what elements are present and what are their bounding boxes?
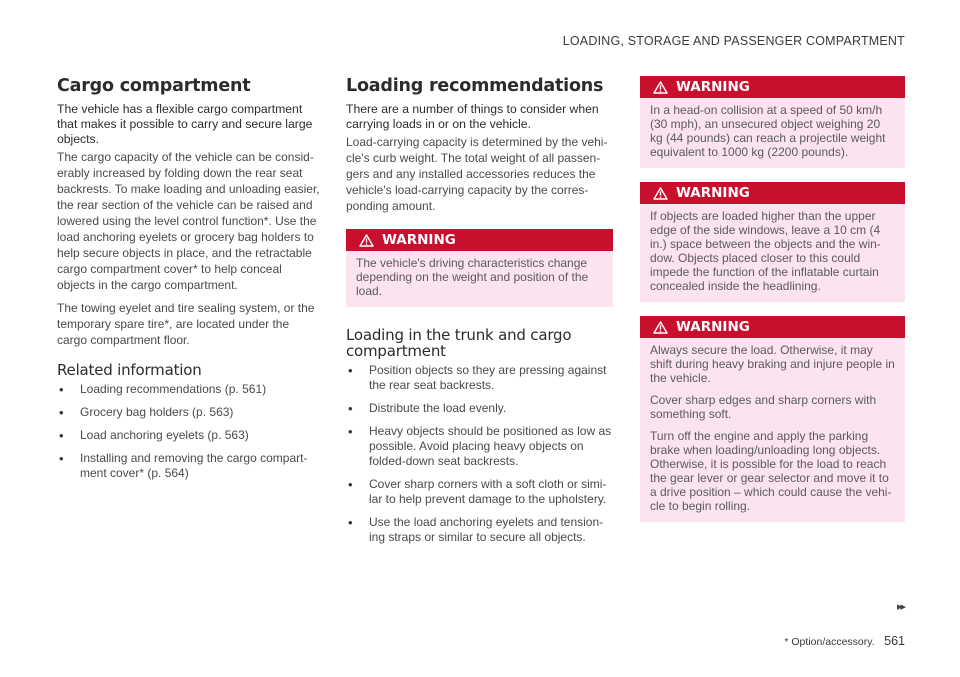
list-item: • Position objects so they are pressing against the rear seat backrests. [348,363,607,392]
bullet: • [59,382,64,397]
cargo-paragraph-1: The cargo capacity of the vehicle can be consid-erably increased by folding down the rear seat backrests. To make loading and unloading easier, the rear section of the vehicle can be raised and lowered using the level control function*. Use the load anchoring eyelets or grocery bag holders to help secure objects in place, and the retractable cargo compartment cover* to help conceal objects in the cargo compartment. [57,150,320,292]
warning-triangle-icon [653,321,668,334]
warning-body [640,338,905,522]
footnote: * Option/accessory. [784,636,875,648]
list-item: • Cover sharp corners with a soft cloth or simi-lar to help prevent damage to the upholstery. [348,477,607,506]
warning-header [640,182,905,204]
warning-text: In a head-on collision at a speed of 50 km/h (30 mph), an unsecured object weighing 20 kg (44 pounds) can reach a projectile weight equivalent to 1000 kg (2200 pounds). [650,103,886,159]
warning-header [640,316,905,338]
related-title: Related information [57,361,202,379]
trunk-list [346,363,613,545]
warning-header [640,76,905,98]
warning-triangle-icon [653,81,668,94]
warning-label: WARNING [676,319,750,335]
warning-label: WARNING [676,185,750,201]
warning-body [346,251,613,307]
cargo-title: Cargo compartment [57,76,251,96]
warning-label: WARNING [676,79,750,95]
warning-text-1: Always secure the load. Otherwise, it may shift during heavy braking and injure people in the vehicle. [650,343,895,385]
bullet: • [59,428,64,443]
column-warnings [640,76,905,536]
next-page-icon[interactable]: ▸▸ [896,601,904,613]
column-cargo [57,76,322,489]
page-number: 561 [884,634,905,648]
bullet: • [59,405,64,420]
warning-triangle-icon [653,187,668,200]
related-link-eyelets[interactable]: • Load anchoring eyelets (p. 563) [59,428,249,443]
warning-text-2: Cover sharp edges and sharp corners with something soft. [650,393,877,421]
warning-text: If objects are loaded higher than the upper edge of the side windows, leave a 10 cm (4 in.) space between the objects and the win-dow. Objects placed closer to this could impede the function of the inflatable curtain concealed inside the headlining. [650,209,881,293]
related-list [57,382,322,481]
list-item: • Distribute the load evenly. [348,401,507,416]
bullet: • [348,363,353,378]
cargo-lead: The vehicle has a flexible cargo compartment that makes it possible to carry and secure large objects. [57,102,313,146]
warning-text: The vehicle's driving characteristics change depending on the weight and position of the load. [356,256,589,298]
trunk-title: Loading in the trunk and cargo compartment [346,326,572,360]
bullet: • [348,424,353,439]
warning-box-2 [640,76,905,168]
warning-body [640,98,905,168]
bullet: • [348,401,353,416]
bullet: • [59,451,64,466]
related-link-cover[interactable]: • Installing and removing the cargo compart-ment cover* (p. 564) [59,451,308,480]
warning-triangle-icon [359,234,374,247]
loading-paragraph-1: Load-carrying capacity is determined by the vehi-cle's curb weight. The total weight of all passen-gers and any installed accessories reduces the vehicle's load-carrying capacity by the corres-ponding amount. [346,135,608,213]
warning-box-4 [640,316,905,522]
bullet: • [348,515,353,530]
warning-text-3: Turn off the engine and apply the parking brake when loading/unloading long objects. Otherwise, it is possible for the load to reach the gear lever or gear selector and move it to a drive position – which could cause the vehi-cle to begin rolling. [650,429,892,513]
list-item: • Heavy objects should be positioned as low as possible. Avoid placing heavy objects on folded-down seat backrests. [348,424,612,468]
warning-label: WARNING [382,232,456,248]
warning-box-3 [640,182,905,302]
warning-body [640,204,905,302]
page-footer [784,634,905,648]
warning-box-1 [346,229,613,307]
related-link-grocery[interactable]: • Grocery bag holders (p. 563) [59,405,234,420]
column-loading [346,76,613,553]
list-item: • Use the load anchoring eyelets and tension-ing straps or similar to secure all objects. [348,515,604,544]
loading-title: Loading recommendations [346,76,604,96]
bullet: • [348,477,353,492]
cargo-paragraph-2: The towing eyelet and tire sealing system, or the temporary spare tire*, are located under the cargo compartment floor. [57,301,315,347]
warning-header [346,229,613,251]
loading-lead: There are a number of things to consider when carrying loads in or on the vehicle. [346,102,599,131]
page-header: LOADING, STORAGE AND PASSENGER COMPARTMENT [562,34,905,48]
related-link-loading[interactable]: • Loading recommendations (p. 561) [59,382,267,397]
